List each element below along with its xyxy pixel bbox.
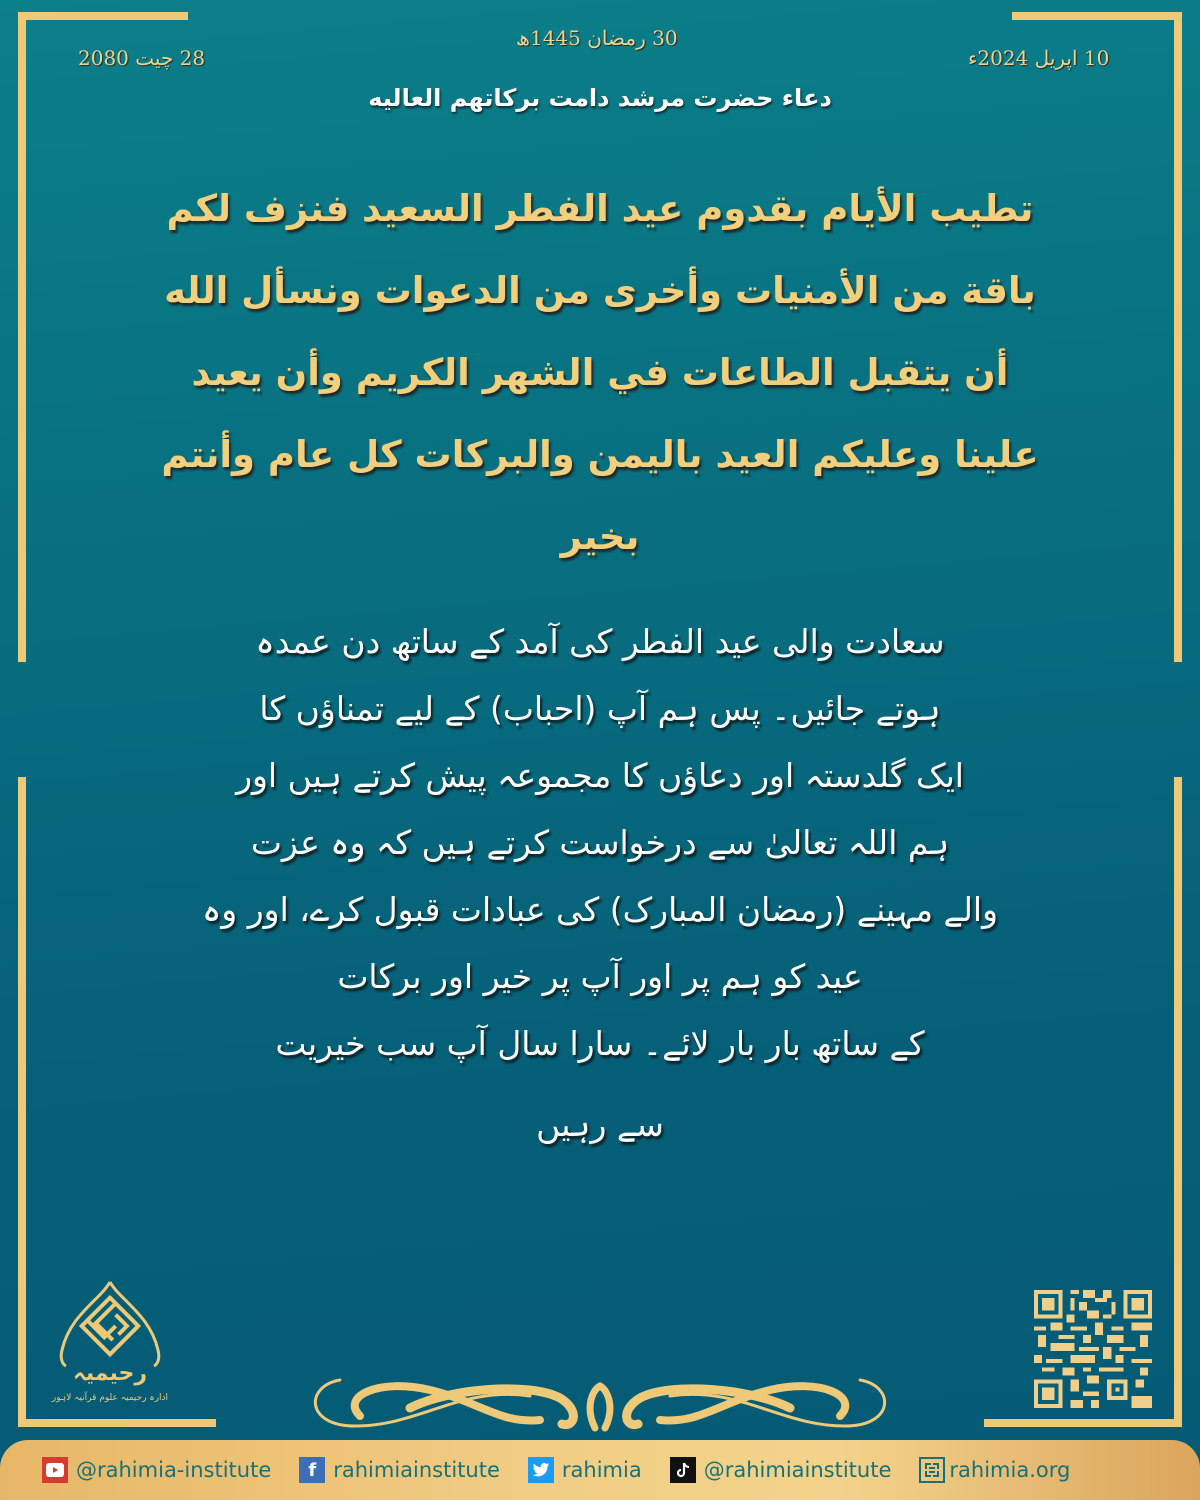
website-icon [919, 1457, 945, 1483]
facebook-handle: rahimiainstitute [333, 1458, 500, 1482]
urdu-line: ہم اللہ تعالیٰ سے درخواست کرتے ہیں کہ وہ عزت [250, 823, 950, 862]
urdu-line: عید کو ہم پر اور آپ پر خیر اور برکات [337, 957, 863, 996]
social-footer [0, 1440, 1200, 1500]
urdu-message [140, 608, 1060, 1158]
qr-code-icon [1033, 1290, 1153, 1408]
logo-subtext: ادارہ رحیمیہ علوم قرآنیہ لاہور [51, 1393, 169, 1403]
twitter-icon [528, 1457, 554, 1483]
youtube-handle: @rahimia-institute [76, 1458, 272, 1482]
logo-text: رحیمیہ [72, 1361, 148, 1386]
tiktok-link[interactable] [670, 1457, 892, 1483]
arabic-line: تطيب الأيام بقدوم عيد الفطر السعيد فنزف لكم [166, 187, 1034, 230]
twitter-handle: rahimia [561, 1458, 642, 1482]
qr-code[interactable] [1033, 1290, 1153, 1408]
urdu-line: ایک گلدستہ اور دعاؤں کا مجموعہ پیش کرتے ہیں اور [236, 756, 964, 795]
youtube-link[interactable] [42, 1457, 271, 1483]
arabic-line: أن يتقبل الطاعات في الشهر الكريم وأن يعيد [191, 351, 1009, 394]
gregorian-date: 10 اپریل 2024ء [968, 46, 1110, 70]
decorative-ornament [300, 1368, 900, 1434]
border-bottom-left-horizontal [18, 1419, 216, 1427]
border-left-bottom-vertical [18, 777, 26, 1427]
urdu-line: ہوتے جائیں۔ پس ہم آپ (احباب) کے لیے تمناؤں کا [259, 689, 941, 728]
urdu-line: کے ساتھ بار بار لائے۔ سارا سال آپ سب خیریت [275, 1024, 925, 1063]
hijri-date: 30 رمضان 1445ھ [516, 26, 678, 50]
arabic-line: باقة من الأمنيات وأخرى من الدعوات ونسأل الله [164, 269, 1036, 312]
urdu-line: سعادت والی عید الفطر کی آمد کے ساتھ دن عمدہ [255, 622, 945, 661]
arabic-message [150, 168, 1050, 578]
urdu-line: سے رہیں [536, 1105, 664, 1144]
institute-logo [40, 1280, 180, 1410]
border-right-bottom-vertical [1174, 777, 1182, 1427]
dome-emblem-icon [40, 1280, 180, 1410]
youtube-icon [42, 1457, 68, 1483]
flourish-divider-icon [300, 1368, 900, 1434]
border-bottom-right-horizontal [984, 1419, 1182, 1427]
page-subtitle: دعاء حضرت مرشد دامت برکاتهم العالیه [368, 84, 832, 112]
border-top-left-horizontal [18, 12, 188, 20]
border-top-right-horizontal [1012, 12, 1182, 20]
website-link[interactable] [919, 1457, 1070, 1483]
tiktok-icon [670, 1457, 696, 1483]
facebook-icon: f [299, 1457, 325, 1483]
bikrami-date: 28 چیت 2080 [78, 46, 206, 70]
tiktok-handle: @rahimiainstitute [703, 1458, 892, 1482]
arabic-line: بخير [560, 515, 640, 558]
facebook-link[interactable] [299, 1457, 500, 1483]
arabic-line: علينا وعليكم العيد باليمن والبركات كل عام وأنتم [161, 433, 1039, 476]
website-url: rahimia.org [949, 1458, 1071, 1482]
urdu-line: والے مہینے (رمضان المبارک) کی عبادات قبول کرے، اور وہ [201, 890, 999, 929]
twitter-link[interactable] [528, 1457, 642, 1483]
